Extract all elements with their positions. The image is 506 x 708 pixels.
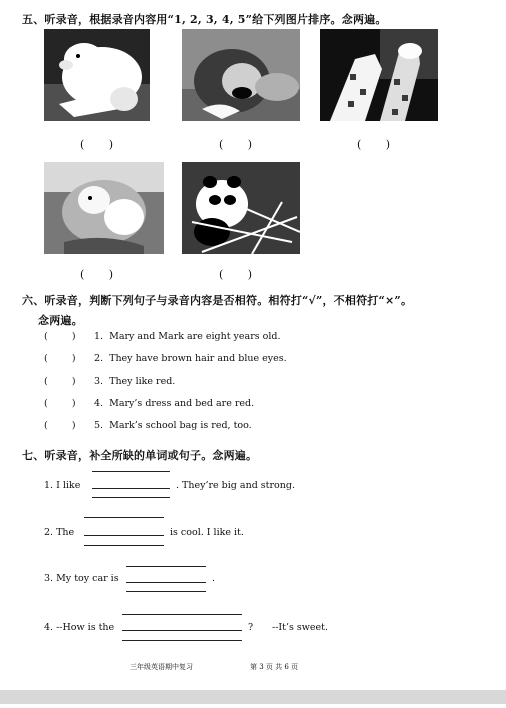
judge-paren: ( ) bbox=[44, 376, 76, 387]
judge-sentence: 3. They like red. bbox=[94, 376, 176, 387]
judge-sentence: 1. Mary and Mark are eight years old. bbox=[94, 331, 281, 342]
giraffe-photo bbox=[320, 29, 438, 121]
monkey-photo bbox=[44, 162, 164, 254]
judge-paren: ( ) bbox=[44, 398, 76, 409]
judge-paren: ( ) bbox=[44, 353, 76, 364]
judge-item-4 bbox=[44, 398, 254, 409]
fill-question-4-answer: --It’s sweet. bbox=[272, 622, 328, 633]
answer-line[interactable] bbox=[122, 614, 242, 615]
answer-paren-3: ( ) bbox=[357, 138, 391, 151]
judge-sentence: 2. They have brown hair and blue eyes. bbox=[94, 353, 287, 364]
answer-line[interactable] bbox=[126, 591, 206, 592]
fill-question-1-start: 1. I like bbox=[44, 480, 81, 491]
answer-line[interactable] bbox=[126, 582, 206, 583]
answer-line[interactable] bbox=[122, 630, 242, 631]
answer-line[interactable] bbox=[84, 545, 164, 546]
answer-paren-4: ( ) bbox=[80, 268, 114, 281]
footer-course: 三年级英语期中复习 bbox=[130, 663, 193, 671]
footer-page-number: 第 3 页 共 6 页 bbox=[250, 663, 299, 671]
judge-item-3 bbox=[44, 376, 175, 387]
fill-question-4-start: 4. --How is the bbox=[44, 622, 115, 633]
answer-line[interactable] bbox=[92, 497, 170, 498]
fill-question-3-end: . bbox=[212, 573, 216, 584]
fill-question-2-start: 2. The bbox=[44, 527, 75, 538]
answer-line[interactable] bbox=[122, 640, 242, 641]
answer-line[interactable] bbox=[92, 488, 170, 489]
panda-photo bbox=[182, 162, 300, 254]
judge-item-5 bbox=[44, 420, 252, 431]
answer-paren-2: ( ) bbox=[219, 138, 253, 151]
judge-paren: ( ) bbox=[44, 420, 76, 431]
answer-line[interactable] bbox=[84, 517, 164, 518]
fill-question-4-end: ? bbox=[248, 622, 254, 633]
section6-title: 六、听录音，判断下列句子与录音内容是否相符。相符打“√”，不相符打“×”。 bbox=[22, 294, 413, 307]
answer-line[interactable] bbox=[84, 535, 164, 536]
answer-line[interactable] bbox=[92, 471, 170, 472]
section5-title: 五、听录音，根据录音内容用“1, 2, 3, 4, 5”给下列图片排序。念两遍。 bbox=[22, 13, 387, 26]
polar-bear-photo bbox=[44, 29, 150, 121]
fill-question-2-end: is cool. I like it. bbox=[170, 527, 244, 538]
section6-subtitle: 念两遍。 bbox=[38, 314, 83, 327]
lion-photo bbox=[182, 29, 300, 121]
fill-question-1-end: . They’re big and strong. bbox=[176, 480, 295, 491]
answer-line[interactable] bbox=[126, 566, 206, 567]
judge-paren: ( ) bbox=[44, 331, 76, 342]
judge-sentence: 5. Mark’s school bag is red, too. bbox=[94, 420, 252, 431]
scan-edge-band bbox=[0, 690, 506, 704]
answer-paren-1: ( ) bbox=[80, 138, 114, 151]
judge-item-1 bbox=[44, 331, 281, 342]
fill-question-3-start: 3. My toy car is bbox=[44, 573, 119, 584]
section7-title: 七、听录音，补全所缺的单词或句子。念两遍。 bbox=[22, 449, 258, 462]
judge-sentence: 4. Mary’s dress and bed are red. bbox=[94, 398, 255, 409]
answer-paren-5: ( ) bbox=[219, 268, 253, 281]
judge-item-2 bbox=[44, 353, 287, 364]
